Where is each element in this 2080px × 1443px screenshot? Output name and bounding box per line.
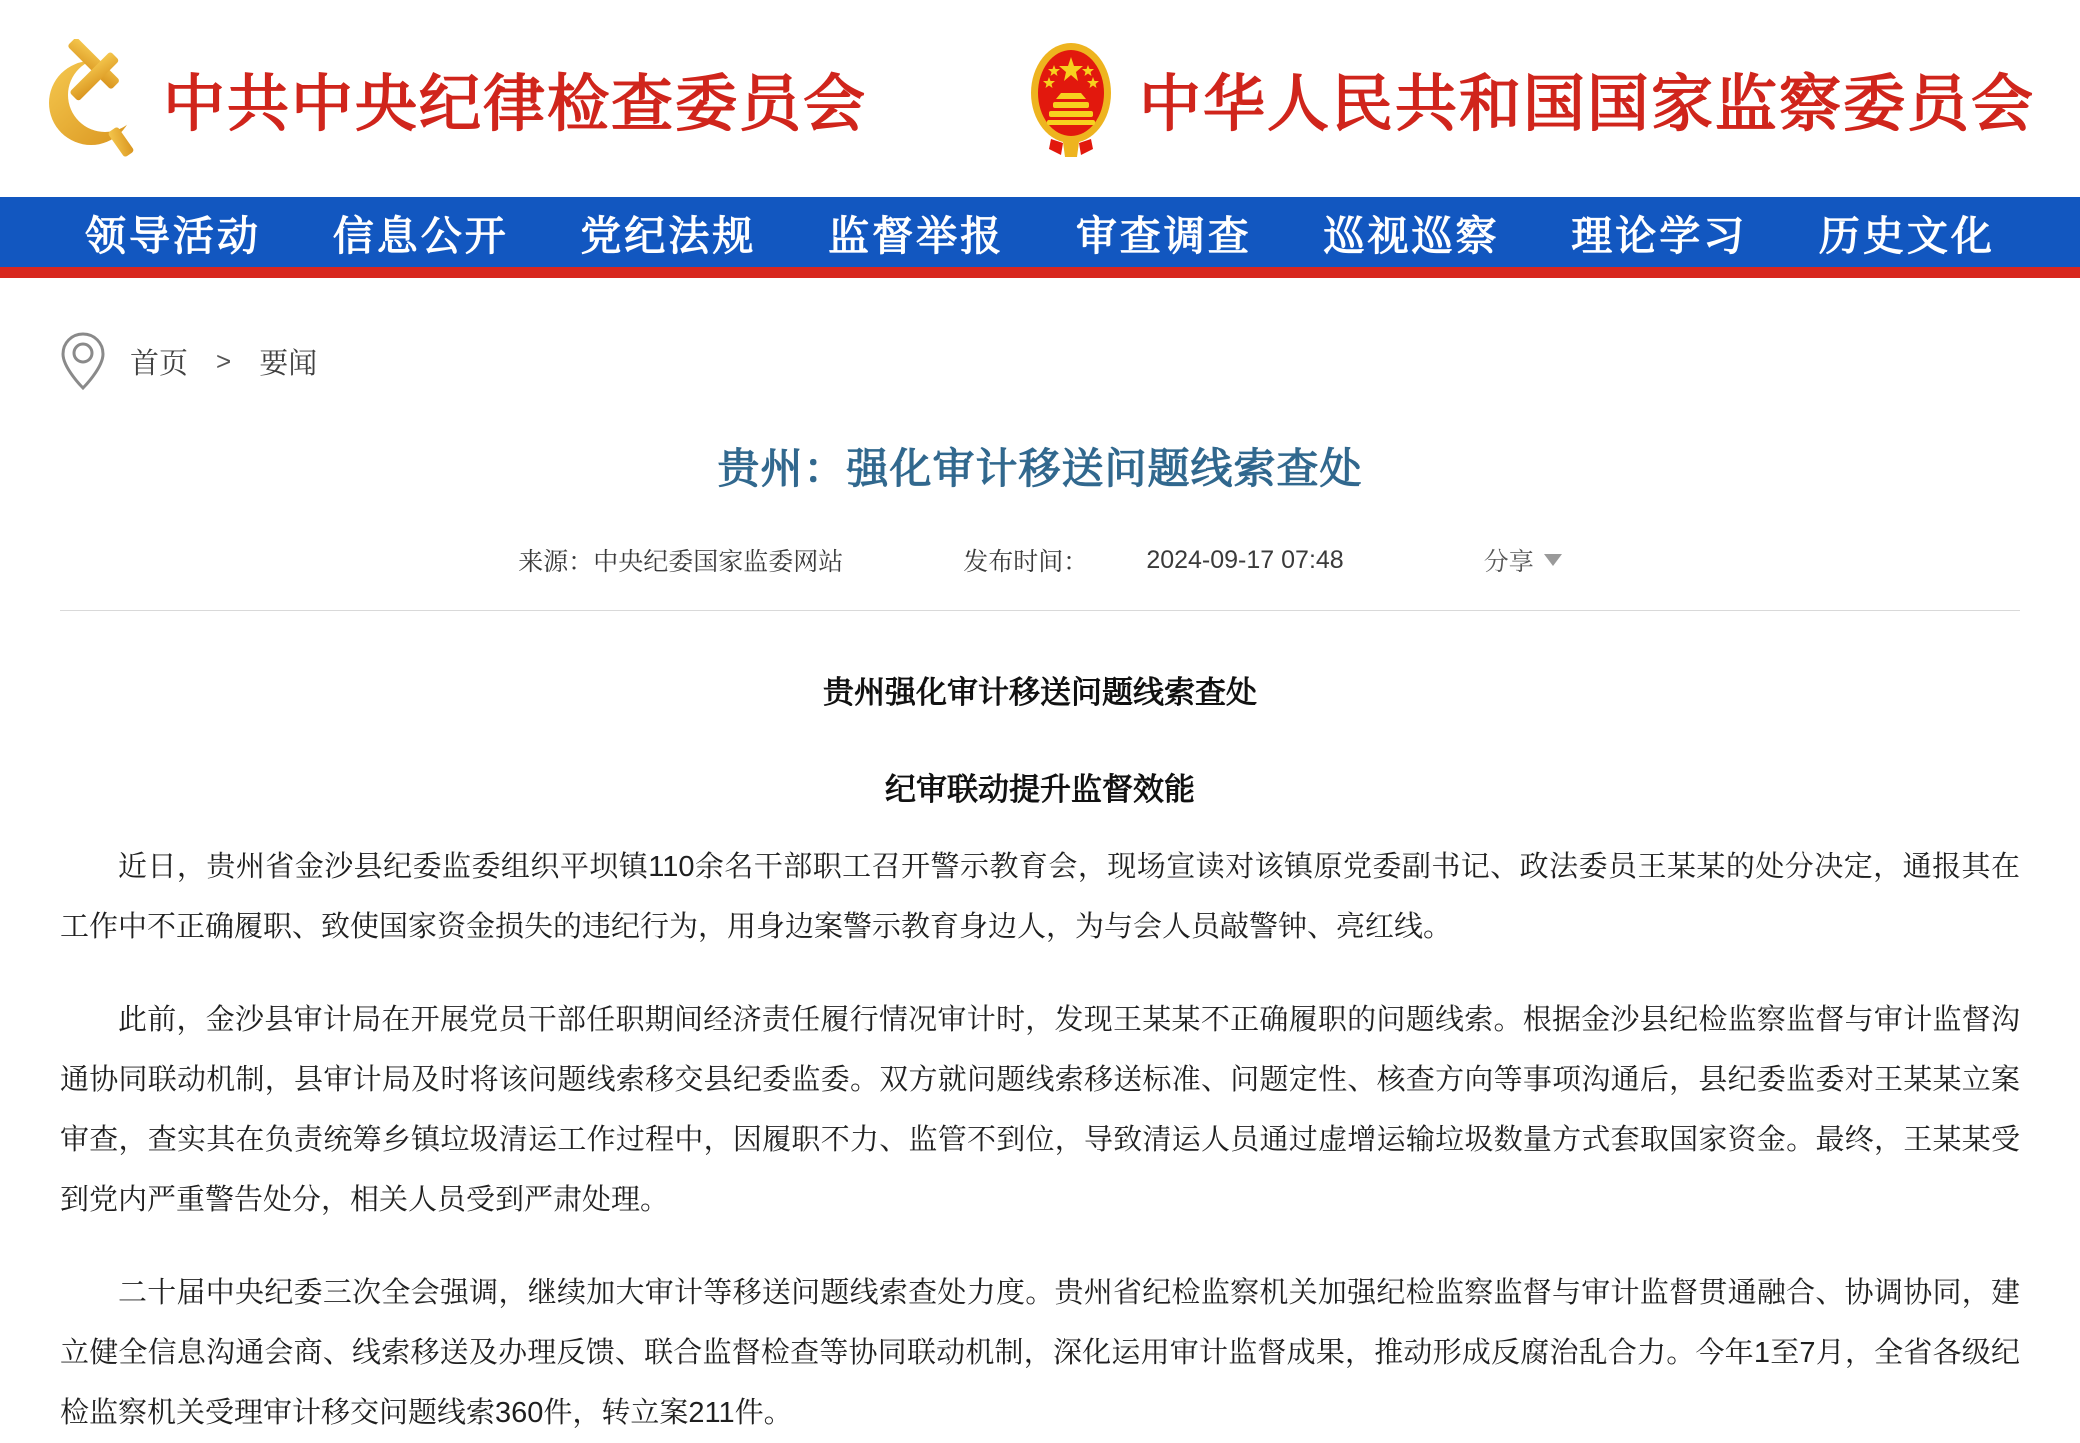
nav-item-inspection-tours[interactable]: 巡视巡察 bbox=[1323, 212, 1500, 259]
breadcrumb-current[interactable]: 要闻 bbox=[259, 347, 318, 380]
share-button[interactable] bbox=[1484, 542, 1562, 578]
ccdi-title: 中共中央纪律检查委员会 bbox=[163, 71, 868, 139]
publish-time-value: 2024-09-17 07:48 bbox=[1146, 545, 1344, 574]
national-emblem-icon bbox=[1021, 39, 1121, 159]
meta-divider bbox=[60, 610, 2020, 611]
publish-time-label: 发布时间： bbox=[963, 548, 1089, 576]
location-pin-icon bbox=[60, 331, 106, 391]
party-emblem-icon bbox=[45, 39, 145, 159]
paragraph: 二十届中央纪委三次全会强调，继续加大审计等移送问题线索查处力度。贵州省纪检监察机关加强纪检监察监督与审计监督贯通融合、协调协同，建立健全信息沟通会商、线索移送及办理反馈、联合监督检查等协同联动机制，深化运用审计监督成果，推动形成反腐治乱合力。今年1至7月，全省各级纪检监察机关受理审计移交问题线索360件，转立案211件。 bbox=[60, 1277, 2020, 1429]
nsc-title: 中华人民共和国国家监察委员会 bbox=[1138, 71, 2035, 139]
source-value: 中央纪委国家监委网站 bbox=[593, 548, 844, 576]
site-header bbox=[0, 0, 2080, 197]
article-body bbox=[0, 667, 2080, 1443]
nav-red-strip bbox=[0, 267, 2080, 278]
nav-item-history-culture[interactable]: 历史文化 bbox=[1818, 212, 1995, 259]
nav-item-leadership[interactable]: 领导活动 bbox=[85, 212, 261, 259]
article-title: 贵州：强化审计移送问题线索查处 bbox=[717, 445, 1363, 492]
nav-item-review-investigation[interactable]: 审查调查 bbox=[1075, 212, 1252, 259]
article-meta bbox=[0, 542, 2080, 578]
paragraph: 近日，贵州省金沙县纪委监委组织平坝镇110余名干部职工召开警示教育会，现场宣读对该镇原党委副书记、政法委员王某某的处分决定，通报其在工作中不正确履职、致使国家资金损失的违纪行为，用身边案警示教育身边人，为与会人员敲警钟、亮红线。 bbox=[60, 851, 2020, 943]
nav-item-party-regulations[interactable]: 党纪法规 bbox=[580, 212, 757, 259]
share-label: 分享 bbox=[1483, 548, 1534, 576]
source-label: 来源： bbox=[518, 548, 594, 576]
paragraph: 此前，金沙县审计局在开展党员干部任职期间经济责任履行情况审计时，发现王某某不正确履职的问题线索。根据金沙县纪检监察监督与审计监督沟通协同联动机制，县审计局及时将该问题线索移交县纪委监委。双方就问题线索移送标准、问题定性、核查方向等事项沟通后，县纪委监委对王某某立案审查，查实其在负责统筹乡镇垃圾清运工作过程中，因履职不力、监管不到位，导致清运人员通过虚增运输垃圾数量方式套取国家资金。最终，王某某受到党内严重警告处分，相关人员受到严肃处理。 bbox=[60, 1004, 2020, 1216]
article-subtitle-2: 纪审联动提升监督效能 bbox=[885, 772, 1195, 807]
breadcrumb-home[interactable]: 首页 bbox=[130, 347, 189, 380]
article-subtitle-1: 贵州强化审计移送问题线索查处 bbox=[823, 675, 1257, 710]
caret-down-icon bbox=[1544, 554, 1562, 566]
article bbox=[0, 436, 2080, 1443]
nav-item-supervision-report[interactable]: 监督举报 bbox=[828, 212, 1005, 259]
nsc-brand[interactable] bbox=[1021, 39, 2035, 159]
nav-item-theory-study[interactable]: 理论学习 bbox=[1571, 212, 1748, 259]
body-paragraphs bbox=[60, 837, 2020, 1443]
ccdi-brand[interactable] bbox=[45, 39, 867, 159]
main-nav bbox=[0, 197, 2080, 267]
breadcrumb bbox=[0, 330, 2080, 392]
breadcrumb-separator: > bbox=[216, 345, 232, 376]
nav-item-info-disclosure[interactable]: 信息公开 bbox=[332, 212, 509, 259]
